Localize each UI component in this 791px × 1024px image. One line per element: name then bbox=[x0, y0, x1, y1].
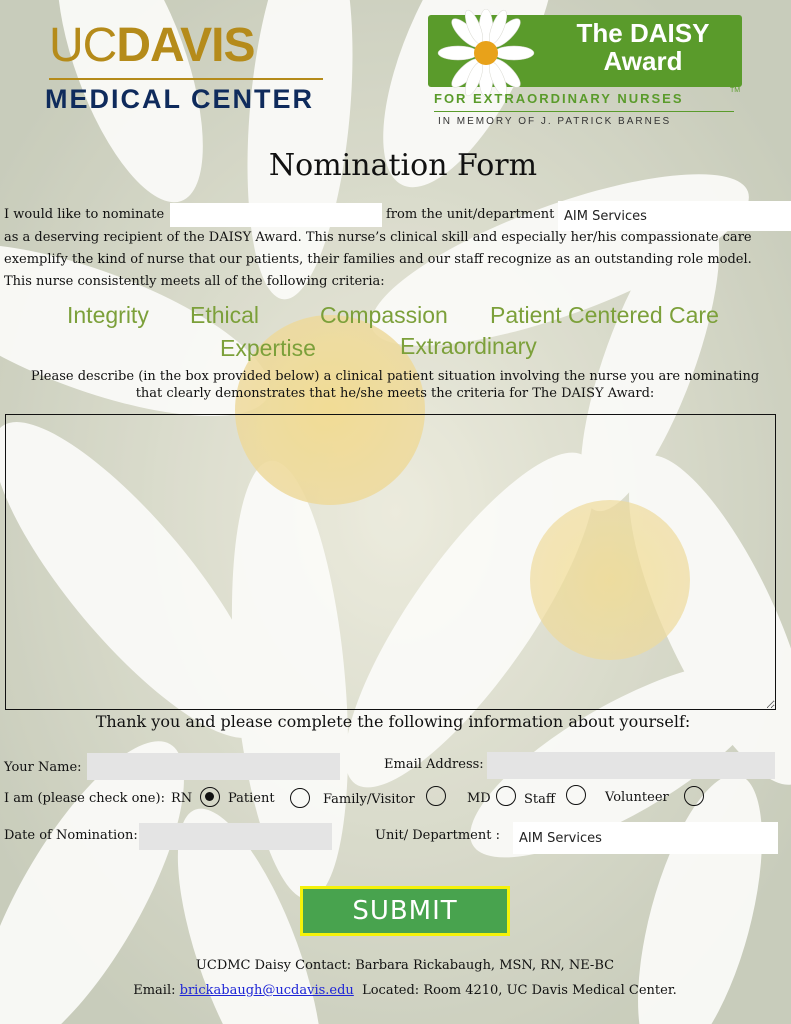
trademark-mark: TM bbox=[730, 87, 741, 94]
footer-email-label: Email: bbox=[133, 983, 176, 998]
criteria-ethical: Ethical bbox=[190, 302, 260, 328]
daisy-flower-icon bbox=[436, 9, 536, 97]
ucdavis-wordmark: UCDAVIS bbox=[49, 19, 255, 72]
nominator-unit-input[interactable] bbox=[513, 822, 778, 854]
your-name-label: Your Name: bbox=[4, 760, 82, 775]
daisy-tagline: FOR EXTRAORDINARY NURSES bbox=[434, 91, 684, 106]
role-volunteer-radio[interactable] bbox=[684, 786, 704, 806]
unit-department-label: from the unit/department bbox=[386, 207, 555, 222]
role-family-visitor-label: Family/Visitor bbox=[323, 792, 415, 807]
intro-line-2: as a deserving recipient of the DAISY Award. This nurse’s clinical skill and especially her/his compassionate care bbox=[4, 230, 752, 245]
criteria-patient-centered-care: Patient Centered Care bbox=[490, 302, 719, 328]
criteria-expertise: Expertise bbox=[220, 335, 316, 361]
criteria-compassion: Compassion bbox=[320, 302, 448, 328]
intro-line-3: exemplify the kind of nurse that our patients, their families and our staff recognize as an outstanding role model. bbox=[4, 252, 752, 267]
role-md-radio[interactable] bbox=[496, 786, 516, 806]
submit-button[interactable]: SUBMIT bbox=[300, 886, 510, 936]
nominate-intro-label: I would like to nominate bbox=[4, 207, 165, 222]
daisy-memorial-text: IN MEMORY OF J. PATRICK BARNES bbox=[438, 116, 672, 127]
your-name-input[interactable] bbox=[87, 753, 340, 780]
role-rn-label: RN bbox=[171, 791, 193, 806]
intro-line-4: This nurse consistently meets all of the following criteria: bbox=[4, 274, 385, 289]
email-address-label: Email Address: bbox=[384, 757, 484, 772]
logo-rule bbox=[434, 111, 734, 112]
footer-contact: UCDMC Daisy Contact: Barbara Rickabaugh, MSN, RN, NE-BC bbox=[195, 958, 615, 973]
daisy-logo-title: The DAISY Award bbox=[576, 18, 710, 76]
nominator-unit-label: Unit/ Department : bbox=[375, 828, 500, 843]
criteria-integrity: Integrity bbox=[67, 302, 149, 328]
nominee-name-input[interactable] bbox=[170, 203, 382, 227]
nomination-story-textarea[interactable] bbox=[5, 414, 776, 710]
describe-instructions: Please describe (in the box provided below) a clinical patient situation involving the nurse you are nominating that clearly demonstrates that he/she meets the criteria for The DAISY Award: bbox=[30, 369, 760, 401]
role-staff-radio[interactable] bbox=[566, 785, 586, 805]
page-title: Nomination Form bbox=[268, 148, 538, 183]
daisy-award-logo bbox=[428, 15, 748, 135]
role-volunteer-label: Volunteer bbox=[605, 790, 669, 805]
role-label: I am (please check one): bbox=[4, 791, 165, 806]
footer-location: Located: Room 4210, UC Davis Medical Center. bbox=[362, 983, 677, 998]
date-of-nomination-input[interactable] bbox=[139, 823, 332, 850]
ucdavis-medical-center-logo bbox=[45, 18, 330, 128]
criteria-extraordinary: Extraordinary bbox=[400, 333, 537, 359]
role-md-label: MD bbox=[467, 791, 491, 806]
role-patient-label: Patient bbox=[228, 791, 275, 806]
footer-email-line bbox=[0, 983, 791, 998]
medical-center-text: MEDICAL CENTER bbox=[45, 84, 315, 114]
date-of-nomination-label: Date of Nomination: bbox=[4, 828, 138, 843]
role-patient-radio[interactable] bbox=[290, 788, 310, 808]
email-address-input[interactable] bbox=[487, 752, 775, 779]
role-family-visitor-radio[interactable] bbox=[426, 786, 446, 806]
nominator-section-heading: Thank you and please complete the following information about yourself: bbox=[95, 712, 691, 731]
footer-email-link[interactable]: brickabaugh@ucdavis.edu bbox=[179, 983, 354, 998]
logo-divider bbox=[49, 78, 323, 80]
role-staff-label: Staff bbox=[524, 792, 556, 807]
role-rn-radio[interactable] bbox=[200, 787, 220, 807]
